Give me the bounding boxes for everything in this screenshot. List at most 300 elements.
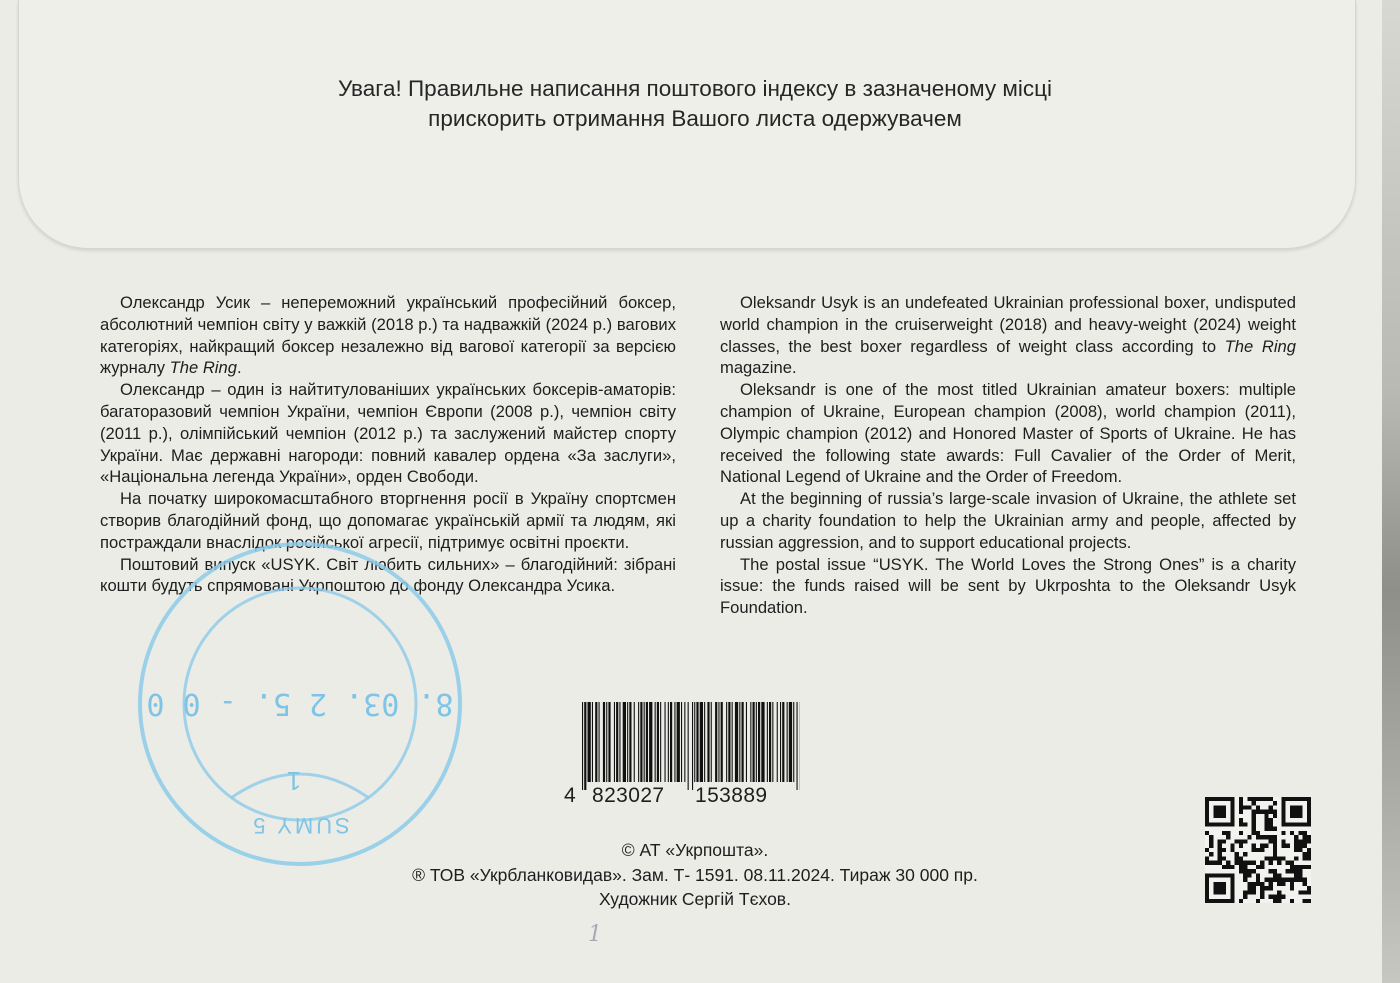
qr-module — [1303, 882, 1307, 886]
qr-module — [1239, 797, 1243, 801]
barcode-bar — [582, 702, 583, 790]
qr-module — [1307, 890, 1311, 894]
barcode-bar — [644, 702, 645, 782]
qr-module — [1226, 861, 1230, 865]
qr-module — [1243, 852, 1247, 856]
qr-module — [1218, 856, 1222, 860]
barcode-bar — [684, 702, 685, 782]
qr-module — [1218, 848, 1222, 852]
qr-module — [1273, 848, 1277, 852]
barcode-bar — [735, 702, 738, 782]
qr-module — [1290, 831, 1294, 835]
qr-module — [1273, 878, 1277, 882]
qr-module — [1205, 861, 1209, 865]
qr-module — [1226, 831, 1230, 835]
qr-module — [1235, 839, 1239, 843]
qr-module — [1269, 882, 1273, 886]
postmark-city: SUMY 5 — [250, 813, 350, 838]
qr-module — [1222, 839, 1226, 843]
en-paragraph-2: Oleksandr is one of the most titled Ukrainian amateur boxers: multiple champion of Ukraine, European champion (2008), world champion (2011), Olympic champion (2012) and Honored Master of Sports of Ukraine. He has received the following state awards: Full Cavalier of the Order of Merit, National Legend of Ukraine and the Order of Freedom. — [720, 380, 1296, 487]
barcode-bar — [726, 702, 727, 782]
qr-module — [1269, 797, 1273, 801]
qr-module — [1269, 856, 1273, 860]
qr-module — [1243, 805, 1247, 809]
qr-code — [1205, 797, 1311, 903]
english-text-column — [720, 292, 1296, 619]
qr-module — [1273, 839, 1277, 843]
qr-module — [1260, 810, 1264, 814]
qr-module — [1281, 878, 1285, 882]
printer-line: ® ТОВ «Укрбланковидав». Зам. Т- 1591. 08.11.2024. Тираж 30 000 пр. — [412, 864, 978, 885]
qr-module — [1252, 801, 1256, 805]
qr-module — [1303, 835, 1307, 839]
qr-module — [1218, 861, 1222, 865]
barcode-bar — [704, 702, 705, 782]
qr-module — [1239, 865, 1243, 869]
qr-module — [1260, 844, 1264, 848]
qr-module — [1269, 835, 1273, 839]
qr-module — [1307, 865, 1311, 869]
qr-module — [1298, 844, 1302, 848]
qr-module — [1243, 865, 1247, 869]
qr-module — [1269, 810, 1273, 814]
qr-module — [1209, 852, 1213, 856]
en-paragraph-4: The postal issue “USYK. The World Loves the Strong Ones” is a charity issue: the funds raised will be sent by Ukrposhta to the Oleksandr Usyk Foundation. — [720, 554, 1296, 618]
qr-module — [1290, 899, 1294, 903]
barcode-bar — [584, 702, 586, 790]
postmark-date: 8. 03. 2 5. - 0 0 — [146, 686, 454, 721]
qr-module — [1298, 873, 1302, 877]
qr-module — [1269, 827, 1273, 831]
qr-module — [1252, 797, 1256, 801]
qr-module — [1273, 873, 1277, 877]
qr-module — [1273, 814, 1277, 818]
qr-module — [1264, 844, 1268, 848]
qr-module — [1222, 856, 1226, 860]
uk-paragraph-4: Поштовий випуск «USYK. Світ любить сильних» – благодійний: зібрані кошти будуть спрямовані Укрпоштою до фонду Олександра Усика. — [100, 554, 676, 596]
barcode-bar — [677, 702, 680, 782]
qr-module — [1205, 856, 1209, 860]
qr-module — [1277, 882, 1281, 886]
qr-module — [1286, 878, 1290, 882]
barcode-bar — [681, 702, 682, 782]
barcode-bar — [700, 702, 703, 782]
qr-module — [1277, 873, 1281, 877]
qr-module — [1256, 873, 1260, 877]
qr-module — [1298, 865, 1302, 869]
qr-module — [1307, 856, 1311, 860]
barcode-bar — [599, 702, 600, 782]
qr-module — [1235, 852, 1239, 856]
postmark-number: 1 — [286, 766, 302, 796]
qr-module — [1269, 886, 1273, 890]
qr-module — [1294, 835, 1298, 839]
uk-magazine-name: The Ring — [169, 358, 237, 378]
qr-module — [1273, 801, 1277, 805]
qr-module — [1252, 814, 1256, 818]
artist-line: Художник Сергій Тєхов. — [599, 889, 791, 909]
qr-module — [1226, 865, 1230, 869]
qr-module — [1213, 882, 1226, 895]
qr-module — [1264, 797, 1268, 801]
qr-module — [1307, 852, 1311, 856]
qr-module — [1256, 899, 1260, 903]
qr-module — [1209, 839, 1213, 843]
qr-module — [1298, 869, 1302, 873]
qr-module — [1256, 878, 1260, 882]
qr-module — [1260, 797, 1264, 801]
uk-paragraph-1-text: Олександр Усик – непереможний український професійний боксер, абсолютний чемпіон світу у важкій (2018 р.) та надважкій (2024 р.) вагових категоріях, найкращий боксер незалежно від вагової категорії за версією журналу — [100, 293, 676, 378]
qr-module — [1264, 822, 1268, 826]
barcode-bar — [688, 702, 689, 790]
barcode-bar — [758, 702, 760, 782]
qr-module — [1298, 890, 1302, 894]
qr-module — [1260, 865, 1264, 869]
qr-module — [1264, 818, 1268, 822]
qr-module — [1269, 818, 1273, 822]
postal-code-notice — [200, 74, 1190, 134]
barcode-bar — [606, 702, 607, 782]
qr-module — [1264, 814, 1268, 818]
qr-module — [1252, 827, 1256, 831]
qr-module — [1252, 848, 1256, 852]
qr-module — [1252, 886, 1256, 890]
qr-module — [1264, 810, 1268, 814]
qr-module — [1290, 805, 1303, 818]
qr-module — [1260, 848, 1264, 852]
qr-module — [1303, 899, 1307, 903]
qr-module — [1239, 818, 1243, 822]
qr-module — [1277, 861, 1281, 865]
qr-module — [1256, 835, 1260, 839]
barcode-bar — [753, 702, 755, 782]
qr-module — [1243, 890, 1247, 894]
qr-module — [1235, 856, 1239, 860]
barcode-bar — [797, 702, 798, 790]
qr-module — [1269, 839, 1273, 843]
barcode-bar — [750, 702, 751, 782]
qr-module — [1294, 865, 1298, 869]
copyright-line: © АТ «Укрпошта». — [621, 840, 769, 860]
barcode-bar — [665, 702, 666, 782]
qr-module — [1243, 895, 1247, 899]
barcode-bar — [649, 702, 652, 782]
barcode-bar — [732, 702, 733, 782]
qr-module — [1252, 822, 1256, 826]
barcode-bar — [694, 702, 695, 782]
qr-module — [1260, 835, 1264, 839]
qr-module — [1281, 844, 1285, 848]
barcode-bar — [614, 702, 615, 782]
qr-module — [1239, 822, 1243, 826]
uk-paragraph-3: На початку широкомасштабного вторгнення росії в Україну спортсмен створив благодійний фонд, що допомагає українській армії та людям, які постраждали внаслідок російської агресії, підтримує освітні проєкти. — [100, 489, 676, 552]
qr-module — [1243, 869, 1247, 873]
en-paragraph-3: At the beginning of russia’s large-scale invasion of Ukraine, the athlete set up a charity foundation to help the Ukrainian army and people, affected by russian aggression, and to support educational projects. — [720, 489, 1296, 552]
qr-module — [1281, 856, 1285, 860]
barcode-bar — [715, 702, 717, 782]
qr-module — [1281, 839, 1285, 843]
uk-paragraph-1-end: . — [236, 358, 242, 378]
qr-module — [1307, 899, 1311, 903]
barcode-bar — [793, 702, 794, 782]
qr-module — [1303, 844, 1307, 848]
qr-module — [1226, 835, 1230, 839]
qr-module — [1239, 899, 1243, 903]
barcode-bar — [660, 702, 661, 782]
qr-module — [1205, 848, 1209, 852]
qr-module — [1213, 861, 1217, 865]
qr-module — [1307, 886, 1311, 890]
qr-module — [1294, 869, 1298, 873]
qr-module — [1252, 882, 1256, 886]
barcode-group-2: 153889 — [695, 784, 768, 807]
qr-module — [1239, 861, 1243, 865]
qr-module — [1273, 899, 1277, 903]
qr-module — [1277, 878, 1281, 882]
qr-module — [1260, 890, 1264, 894]
barcode-bar — [711, 702, 712, 782]
qr-module — [1294, 844, 1298, 848]
en-paragraph-1 — [720, 292, 1296, 379]
barcode-bar — [638, 702, 639, 782]
qr-module — [1239, 844, 1243, 848]
qr-module — [1256, 882, 1260, 886]
qr-module — [1256, 805, 1260, 809]
qr-module — [1269, 878, 1273, 882]
barcode-bar — [692, 702, 693, 790]
qr-module — [1294, 839, 1298, 843]
background-edge — [1382, 0, 1400, 983]
ukrainian-text-column — [100, 292, 676, 597]
qr-module — [1222, 831, 1226, 835]
qr-module — [1298, 848, 1302, 852]
barcode-bars — [582, 702, 800, 790]
qr-module — [1252, 869, 1256, 873]
qr-module — [1243, 839, 1247, 843]
barcode-bar — [767, 702, 768, 782]
barcode-bar — [789, 702, 792, 782]
qr-module — [1243, 861, 1247, 865]
qr-module — [1243, 873, 1247, 877]
qr-module — [1307, 835, 1311, 839]
barcode-bar — [780, 702, 781, 782]
qr-module — [1269, 805, 1273, 809]
qr-module — [1209, 861, 1213, 865]
barcode-bar — [739, 702, 740, 782]
qr-module — [1303, 878, 1307, 882]
qr-module — [1273, 852, 1277, 856]
notice-line-2: прискорить отримання Вашого листа одержувачем — [428, 106, 962, 131]
qr-module — [1260, 882, 1264, 886]
barcode-bar — [769, 702, 771, 782]
qr-module — [1264, 835, 1268, 839]
qr-module — [1277, 895, 1281, 899]
qr-module — [1303, 831, 1307, 835]
barcode-bar — [674, 702, 675, 782]
publisher-imprint — [300, 838, 1090, 912]
qr-module — [1303, 852, 1307, 856]
qr-module — [1294, 848, 1298, 852]
qr-module — [1269, 869, 1273, 873]
qr-module — [1260, 861, 1264, 865]
qr-module — [1247, 797, 1251, 801]
qr-module — [1230, 848, 1234, 852]
barcode-bar — [670, 702, 672, 782]
qr-module — [1269, 895, 1273, 899]
uk-paragraph-1 — [100, 292, 676, 379]
qr-module — [1243, 878, 1247, 882]
qr-module — [1235, 861, 1239, 865]
qr-module — [1277, 856, 1281, 860]
qr-module — [1277, 890, 1281, 894]
qr-module — [1213, 805, 1226, 818]
qr-module — [1218, 852, 1222, 856]
en-magazine-name: The Ring — [1224, 336, 1296, 356]
qr-module — [1294, 856, 1298, 860]
barcode-bar — [595, 702, 597, 782]
qr-module — [1239, 810, 1243, 814]
barcode-bar — [746, 702, 747, 782]
qr-module — [1247, 890, 1251, 894]
qr-module — [1252, 861, 1256, 865]
qr-module — [1252, 818, 1256, 822]
qr-module — [1273, 810, 1277, 814]
barcode-bar — [696, 702, 698, 782]
qr-module — [1247, 835, 1251, 839]
qr-module — [1222, 848, 1226, 852]
barcode-bar — [707, 702, 709, 782]
qr-module — [1247, 861, 1251, 865]
qr-module — [1247, 873, 1251, 877]
qr-module — [1290, 861, 1294, 865]
qr-module — [1260, 895, 1264, 899]
qr-module — [1273, 869, 1277, 873]
qr-module — [1298, 878, 1302, 882]
qr-module — [1252, 831, 1256, 835]
qr-module — [1286, 869, 1290, 873]
barcode-bar — [616, 702, 618, 782]
qr-module — [1205, 831, 1209, 835]
barcode-bar — [782, 702, 784, 782]
barcode-bar — [619, 702, 620, 782]
qr-module — [1307, 848, 1311, 852]
qr-module — [1273, 895, 1277, 899]
qr-module — [1264, 856, 1268, 860]
qr-module — [1252, 844, 1256, 848]
barcode-bar — [657, 702, 659, 782]
qr-module — [1269, 861, 1273, 865]
barcode-bar — [623, 702, 626, 782]
qr-module — [1252, 890, 1256, 894]
barcode-bar — [728, 702, 730, 782]
barcode-bar — [655, 702, 656, 782]
qr-module — [1239, 801, 1243, 805]
qr-module — [1290, 882, 1294, 886]
qr-module — [1264, 886, 1268, 890]
qr-module — [1281, 831, 1285, 835]
qr-module — [1252, 810, 1256, 814]
qr-module — [1264, 827, 1268, 831]
qr-module — [1209, 835, 1213, 839]
qr-module — [1303, 890, 1307, 894]
qr-module — [1307, 839, 1311, 843]
barcode-bar — [787, 702, 788, 782]
barcode-bar — [627, 702, 628, 782]
barcode-bar — [646, 702, 648, 782]
barcode-bar — [761, 702, 764, 782]
barcode-bar — [777, 702, 778, 782]
qr-module — [1303, 856, 1307, 860]
qr-module — [1277, 899, 1281, 903]
qr-module — [1239, 831, 1243, 835]
qr-module — [1260, 886, 1264, 890]
barcode-bar — [640, 702, 642, 782]
barcode-bar — [756, 702, 757, 782]
qr-module — [1286, 844, 1290, 848]
qr-module — [1239, 869, 1243, 873]
qr-module — [1256, 848, 1260, 852]
qr-module — [1290, 886, 1294, 890]
barcode-bar — [588, 702, 591, 782]
qr-module — [1273, 835, 1277, 839]
qr-module — [1273, 856, 1277, 860]
barcode-bar — [592, 702, 593, 782]
qr-module — [1269, 822, 1273, 826]
barcode — [564, 702, 798, 812]
qr-module — [1218, 844, 1222, 848]
en-paragraph-1-text: Oleksandr Usyk is an undefeated Ukrainian professional boxer, undisputed world champion in the cruiserweight (2018) and heavy-weight (2024) weight classes, the best boxer regardless of weight class according to — [720, 293, 1296, 356]
barcode-bar — [668, 702, 669, 782]
notice-line-1: Увага! Правильне написання поштового індексу в зазначеному місці — [338, 76, 1052, 101]
barcode-bar — [721, 702, 723, 782]
qr-module — [1294, 873, 1298, 877]
barcode-bar — [603, 702, 605, 782]
barcode-bar — [718, 702, 719, 782]
qr-module — [1286, 861, 1290, 865]
qr-module — [1222, 865, 1226, 869]
qr-module — [1218, 839, 1222, 843]
barcode-bar — [629, 702, 631, 782]
qr-module — [1256, 810, 1260, 814]
barcode-group-1: 823027 — [592, 784, 665, 807]
qr-module — [1303, 839, 1307, 843]
qr-module — [1303, 865, 1307, 869]
qr-module — [1298, 831, 1302, 835]
qr-module — [1281, 882, 1285, 886]
qr-module — [1273, 844, 1277, 848]
qr-module — [1256, 865, 1260, 869]
qr-module — [1294, 878, 1298, 882]
pencil-mark: 1 — [588, 922, 602, 947]
barcode-first-digit: 4 — [564, 784, 577, 807]
qr-module — [1273, 827, 1277, 831]
qr-module — [1290, 865, 1294, 869]
qr-module — [1290, 869, 1294, 873]
qr-module — [1298, 839, 1302, 843]
barcode-bar — [742, 702, 744, 782]
uk-paragraph-2: Олександр – один із найтитулованіших українських боксерів-аматорів: багаторазовий чемпіон України, чемпіон Європи (2008 р.), чемпіон світу (2011 р.), олімпійський чемпіон (2012 р.) та заслужений майстер спорту України. Має державні нагороди: повний кавалер ордена «За заслуги», «Національна легенда України», орден Свободи. — [100, 380, 676, 487]
qr-module — [1256, 831, 1260, 835]
qr-module — [1247, 886, 1251, 890]
barcode-bar — [608, 702, 610, 782]
qr-module — [1290, 878, 1294, 882]
qr-module — [1230, 844, 1234, 848]
barcode-bar — [634, 702, 635, 782]
qr-module — [1209, 844, 1213, 848]
qr-module — [1239, 856, 1243, 860]
barcode-bar — [772, 702, 773, 782]
qr-module — [1230, 865, 1234, 869]
